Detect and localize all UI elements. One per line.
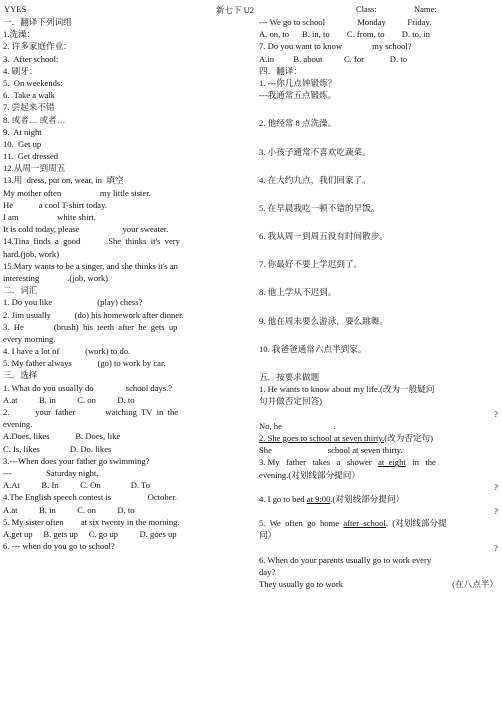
translate-item: 5. 在早晨我吃一顿不错的早饭。 [259,202,380,213]
question-mark: ? [494,481,498,492]
section-3-title: 三．选择 [3,370,38,381]
left-line: He a cool T-shirt today. [3,199,107,210]
rewrite-q3-line2: evening.(对划线部分提问） [259,469,360,480]
left-line: every morning. [3,333,56,344]
left-line: 10. Get up [3,138,42,149]
left-line: 4.The English speech contest is October. [3,492,177,503]
q2-hint: (改为否定句) [384,432,433,443]
answer-line [259,542,498,554]
left-line: A.get up B. gets up C. go up D. goes up [3,528,177,539]
left-line: 14.Tina finds a good .She thinks it's very [3,236,180,247]
rewrite-q1-line2: 句并做否定回答) [259,396,323,407]
q3-text-end: in the [405,457,436,468]
left-line: 5. My father always (go) to work by car. [3,358,166,369]
rewrite-q2 [259,432,498,444]
q4-hint: .(对划线部分提问） [330,493,405,504]
left-line: 2. Jim usually (do) his homework after dinner. [3,309,184,320]
left-line: 2. 许多家庭作业： [3,41,72,52]
left-line: 3.---When does your father go swimming? [3,455,150,466]
rewrite-q1: 1. He wants to know about my life.(改为一般疑问 [259,384,435,395]
section-2-title: 二．词汇 [3,285,38,296]
left-line: 3. After school: [3,53,59,64]
rewrite-q6-answer [259,578,498,590]
translate-item: 7. 你最好不要上学迟到了。 [259,259,363,270]
left-line: A.at B. in C. on D. to [3,504,135,515]
rewrite-q6-line2: day? [259,567,276,577]
left-line: 6. Take a walk [3,90,55,101]
translate-item: 2. 他经常 8 点洗澡。 [259,118,337,129]
rewrite-q1-answer: No, he . [259,420,336,431]
left-line: 3. He (brush) his teeth after he gets up [3,321,178,332]
q4-text: 4. I go to bed [259,493,307,504]
left-line: 5. On weekends: [3,77,63,88]
q3-underlined: at eight [378,457,406,468]
translate-item: ---我通常五点锻炼。 [259,90,337,101]
q2-sentence: 2. She goes to school at seven thirty. [259,432,385,443]
header-name-label: Name: [414,4,437,14]
left-line: 12.从周一到周五 [3,163,66,174]
translate-item: 10. 我爸爸通常六点半到家。 [259,343,367,354]
left-line: 1.洗澡： [3,29,36,40]
section-4-title: 四．翻译： [259,65,302,76]
rewrite-q5 [259,517,498,529]
left-line: A.At B. In C. On D. To [3,480,151,491]
question-mark: ? [494,408,498,419]
left-line: --- Saturday night. [3,467,99,478]
left-line: It is cold today, please your sweater. [3,224,169,235]
left-line: 11. Get dressed [3,151,59,162]
rewrite-q4 [259,493,498,505]
left-line: evening. [3,419,33,430]
right-line: A.in B. about C. for D. to [259,53,407,64]
left-column [3,16,246,552]
right-column [259,16,498,590]
left-line: I am white shirt. [3,212,96,222]
q5-underlined: after school [343,518,386,529]
rewrite-q6: 6. When do your parents usually go to work every [259,554,432,565]
translate-item: 9. 他在周末要么游泳，要么跳舞。 [259,315,388,326]
answer-line [259,505,498,517]
translate-item: 8. 他上学从不迟到。 [259,287,337,298]
answer-line [259,481,498,493]
q3-text: 3. My father takes a shower [259,457,379,468]
left-line: 5. My sister often at six twenty in the morning. [3,516,180,527]
left-line: My mother often my little sister. [3,187,151,198]
left-line: hard.(job, work) [3,248,60,259]
section-5-title: 五．按要求做题 [259,372,320,382]
translate-item: 1. ---你几点钟锻炼？ [259,77,337,88]
rewrite-q5-line2: 问） [259,530,277,541]
left-line: interesting .(job, work) [3,272,109,283]
left-line: 2. your father watching TV in the [3,407,179,417]
q6-hint: (在八点半） [452,579,498,590]
question-mark: ? [494,542,498,553]
translate-item: 6. 我从周一到周五没有时间散步。 [259,231,388,242]
left-line: A.at B. in C. on D. to [3,394,135,405]
q5-text: 5. We often go home [259,518,344,529]
section-1-title: 一．翻译下列词组 [3,17,72,27]
header-school: YYES [4,4,27,14]
rewrite-q2-answer: She school at seven thirty. [259,445,403,456]
left-line: 1. What do you usually do school days.? [3,382,173,393]
q4-underlined: at 9:00 [306,493,331,504]
q6-answer-text: They usually go to work [259,579,344,590]
left-line: 8. 或者… 或者… [3,114,66,125]
q5-hint: . (对划线部分提 [385,518,447,529]
right-line: A. on, to B. in, to C. from, to D. to, in [259,29,430,40]
header-unit: 新七下 U2 [216,5,255,15]
left-line: 7. 尝起来不错 [3,102,55,113]
left-line: 15.Mary wants to be a singer, and she thinks it's an [3,260,178,271]
left-line: 13.用 dress, put on, wear, in 填空 [3,175,124,186]
left-line: 4. 刷牙： [3,65,38,76]
rewrite-q3 [259,456,498,468]
left-line: A.Does, likes B. Does, like [3,431,121,442]
left-line: 9. At night [3,126,42,137]
left-line: C. Is, likes D. Do. likes [3,443,112,454]
translate-item: 4. 在大约九点，我们回家了。 [259,174,371,185]
right-line: 7. Do you want to know my school? [259,41,412,52]
header-class-label: Class: [356,4,377,14]
answer-line [259,408,498,420]
right-line: --- We go to school Monday Friday. [259,17,432,27]
left-line: 4. I have a lot of (work) to do. [3,346,131,357]
question-mark: ? [494,506,498,517]
left-line: 6. --- when do you go to school? [3,541,115,552]
translate-item: 3. 小孩子通常不喜欢吃蔬菜。 [259,146,371,157]
left-line: 1. Do you like (play) chess? [3,297,143,308]
